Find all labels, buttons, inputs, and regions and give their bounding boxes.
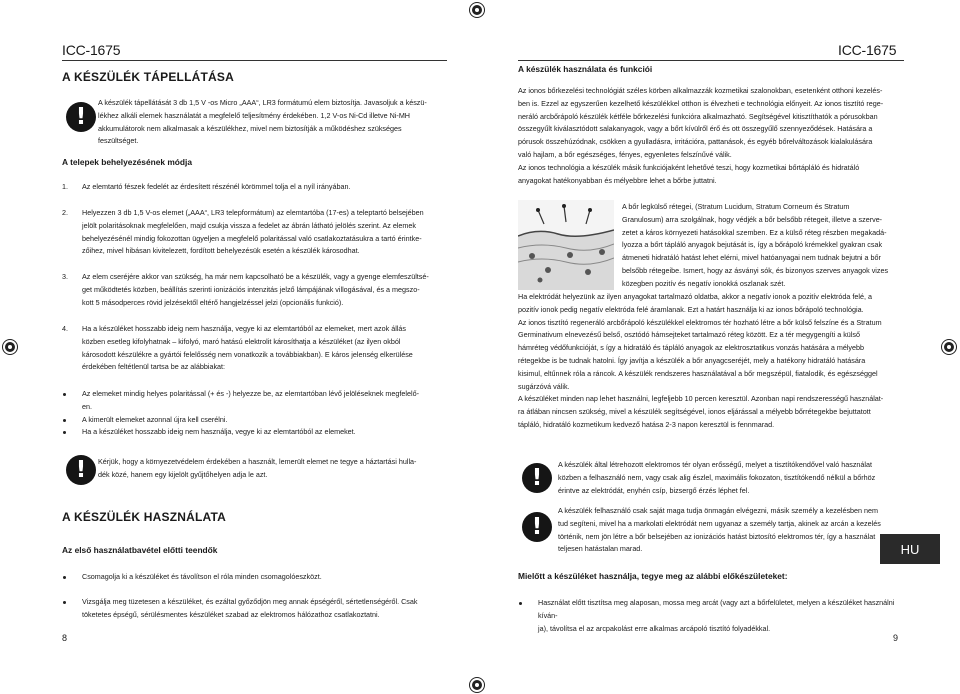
- page-number-right: 9: [893, 633, 899, 643]
- registration-mark-right: [942, 340, 956, 354]
- step-number: 2.: [62, 208, 68, 217]
- registration-mark-left: [3, 340, 17, 354]
- list-item: A kimerült elemeket azonnal újra kell cserélni.: [62, 414, 447, 427]
- polarity-bullets: [62, 388, 447, 439]
- step-2: 2. Helyezzen 3 db 1,5 V-os elemet („AAA“, LR3 telepformátum) az elemtartóba (17-es) a teleptartó belsejében jelölt polaritásoknak megfelelően, majd csukja vissza a fedelet az ábrán látható jelölés szerint. Az elemek behelyezésénél mindig fokozottan ügyeljen a megfelelő polaritással való csatlakoztatásukra a tartó érintke- zőihez, mivel hibásan kivitelezett, fordított behelyezésük esetén a készülék károsodhat.: [62, 208, 424, 256]
- section-title-usage: A KÉSZÜLÉK HASZNÁLATA: [62, 510, 226, 524]
- header-rule-right: [518, 60, 904, 61]
- registration-mark-top: [470, 3, 484, 17]
- section-title-power: A KÉSZÜLÉK TÁPELLÁTÁSA: [62, 70, 234, 84]
- step-number: 3.: [62, 272, 68, 281]
- step-4: 4. Ha a készüléket hosszabb ideig nem használja, vegye ki az elemtartóból az elemeket, mert azok állás közben esetleg kifolyhatnak – kifolyó, maró hatású elektrolit károsíthatja a készüléket (az ilyen okból károsodott készülékre a gyártói felelősség nem vonatkozik a továbbiakban). E káros jelenség elkerülése érdekében feltétlenül tartsa be az alábbiakat:: [62, 324, 413, 372]
- electric-field-note: A készülék által létrehozott elektromos tér olyan erősségű, melyet a tisztítókendővel való használat közben a felhasználó nem, vagy csak alig észlel, maximális fokozaton, tisztítókendő nélkül a bőrhöz érintve az elektródát, enyhén csíp, bizsergő érzés léphet fel.: [558, 460, 876, 495]
- electrode-paragraph: Ha elektródát helyezünk az ilyen anyagokat tartalmazó oldatba, akkor a negatív ionok a pozitív elektróda felé, a pozitív ionok pedig negatív elektróda felé áramlanak. Ezt a határt használja ki az ionos bőrápoló technológia. Az ionos tisztító regeneráló arcbőrápoló készülékkel elektromos tér hozható létre a bőr külső felszíne és a Stratum Germinativum elnevezésű belső, osztódó hámsejteket tartalmazó réteg között. Ez a tér megygengíti a külső hámréteg védőfunkcióját, s így a hidratáló és tápláló anyagok az elektrosztatikus vonzás hatására a mélyebb rétegekbe is be tudnak hatolni. Így javítja a készülék a bőr anyagcseréjét, mely a hatékony hidratáló hatására kisimul, eltűnnek róla a ráncok. A készülék rendszeres használatával a bőr megszépül, fiatalodik, és egészséggel sugárzóvá válik. A készüléket minden nap lehet használni, legfeljebb 10 percen keresztül. Azonban napi rendszerességű használat- ra átlában nincsen szükség, mivel a készülék segítségével, ionos eljárással a mélyebb bőrrétegekbe bejuttatott tápláló, hidratáló kozmetikum kedvező hatása 2-3 napon keresztül is fennmarad.: [518, 292, 884, 429]
- list-item: Használat előtt tisztítsa meg alaposan, mossa meg arcát (vagy azt a bőrfelületet, melyen a készüléket használni kíván- ja), távolítsa el az arcpakolást erre alkalmas arcápoló tisztító folyadékkal.: [518, 597, 908, 635]
- ion-technology-paragraph: Az ionos bőrkezelési technológiát széles körben alkalmazzák kozmetikai szalonokban, esetenként otthoni kezelés- ben is. Ezzel az egyszerűen kezelhető készülékkel otthon is élvezheti e technológia előnyeit. Az ionos tisztító rege- neráló arcbőrápoló készülék kétféle bőrkezelési funkcióra alkalmazható. Segítségével kitisztíthatók a pórusokban összegyűlt kiválasztódott salakanyagok, vagy a bőrt kívülről érő és ott összegyűlő szennyeződések. Hatására a pórusok összehúzódnak, csökken a gyulladásra, irritációra, pattanások, és egyéb bőrelváltozások kialakulására való hajlam, a bőr egészséges, fényes, egyenletes felszínűvé válik. Az ionos technológia a készülék másik funkciójaként lehetővé teszi, hogy kozmetikai bőrtápláló és hidratáló anyagokat hatékonyabban és mélyebbre lehet a bőrbe juttatni.: [518, 86, 884, 185]
- step-number: 4.: [62, 324, 68, 333]
- language-badge: HU: [880, 534, 940, 564]
- model-label-right: ICC-1675: [838, 42, 897, 58]
- exclamation-circle-icon: !: [66, 455, 96, 485]
- list-item: Csomagolja ki a készüléket és távolítson el róla minden csomagolóeszközt.: [62, 571, 447, 584]
- registration-mark-bottom: [470, 678, 484, 692]
- header-rule-left: [62, 60, 447, 61]
- self-use-note: A készülék felhasználó csak saját maga tudja önmagán elvégezni, másik személy a kezelésben nem tud segíteni, mivel ha a markolati elektródát nem ugyanaz a személy tartja, akinek az arcán a kezelés történik, nem jön létre a bőr belsejében az ionizációs hatást biztosító elektromos tér, így a használat teljesen hatástalan marad.: [558, 506, 881, 554]
- list-item: Vizsgálja meg tüzetesen a készüléket, és ezáltal győződjön meg annak épségéről, sértetlenségéről. Csak töketetes épségű, sérülésmentes készüléket szabad az elektromos hálózathoz csatlakoztatni.: [62, 596, 447, 622]
- battery-heading: A telepek behelyezésének módja: [62, 157, 193, 167]
- usage-functions-heading: A készülék használata és funkciói: [518, 64, 653, 74]
- skin-layers-paragraph: A bőr legkülső rétegei, (Stratum Lucidum, Stratum Corneum és Stratum Granulosum) arra szolgálnak, hogy védjék a bőr belsőbb rétegeit, illetve a szerve- zetet a káros környezeti hatásokkal szemben. Ez a külső réteg részben megakadá- lyozza a bőrt tápláló anyagok bejutását is, így a bőrápoló krémekkel gyakran csak átmeneti hidratáló hatást lehet elérni, mivel hatóanyagai nem tudnak bejutni a bőr belsőbb rétegeibe. Ismert, hogy az ásványi sók, és bizonyos szerves anyagok vizes közegben pozitív és negatív ionokká oszlanak szét.: [622, 202, 889, 288]
- exclamation-circle-icon: !: [522, 512, 552, 542]
- first-use-bullets: [62, 571, 447, 621]
- environment-note: Kérjük, hogy a környezetvédelem érdekében a használt, lemerült elemet ne tegye a háztartási hulla- dék közé, hanem egy kijelölt gyűjtőhelyen adja le azt.: [98, 457, 417, 479]
- exclamation-circle-icon: !: [522, 463, 552, 493]
- list-item: Az elemeket mindig helyes polaritással (+ és -) helyezze be, az elemtartóban lévő jelöléseknek megfelelő- en.: [62, 388, 447, 414]
- step-3: 3. Az elem cseréjére akkor van szükség, ha már nem kapcsolható be a készülék, vagy a gyenge elemfeszültsé- get működtetés közben, beállítás szerinti ionizációs intenzitás jelző lámpájának villogásával, és a megszo- kott 5 másodperces rövid jelzésektől eltérő hangjelzéssel jelzi (opcionális funkció).: [62, 272, 429, 307]
- first-use-heading: Az első használatbavétel előtti teendők: [62, 545, 218, 555]
- exclamation-circle-icon: !: [66, 102, 96, 132]
- skin-layer-illustration: [518, 200, 614, 290]
- power-intro: A készülék tápellátását 3 db 1,5 V -os Micro „AAA“, LR3 formátumú elem biztosítja. Javasoljuk a készü- lékhez alkáli elemek használatát a megfelelő teljesítmény érdekében. 1,2 V-os Ni-Cd illetve Ni-MH akkumulátorok nem alkalmasak a készülékhez, mivel nem biztosítják a működéshez szükséges feszültséget.: [98, 98, 427, 146]
- step-1: 1. Az elemtartó fészek fedelét az érdesített részénél körömmel tolja el a nyíl irányában.: [62, 181, 447, 194]
- list-item: Ha a készüléket hosszabb ideig nem használja, vegye ki az elemtartóból az elemeket.: [62, 426, 447, 439]
- step-number: 1.: [62, 182, 68, 191]
- model-label-left: ICC-1675: [62, 42, 121, 58]
- before-use-heading: Mielőtt a készüléket használja, tegye meg az alábbi előkészületeket:: [518, 571, 788, 581]
- page-number-left: 8: [62, 633, 68, 643]
- before-use-bullets: [518, 597, 908, 635]
